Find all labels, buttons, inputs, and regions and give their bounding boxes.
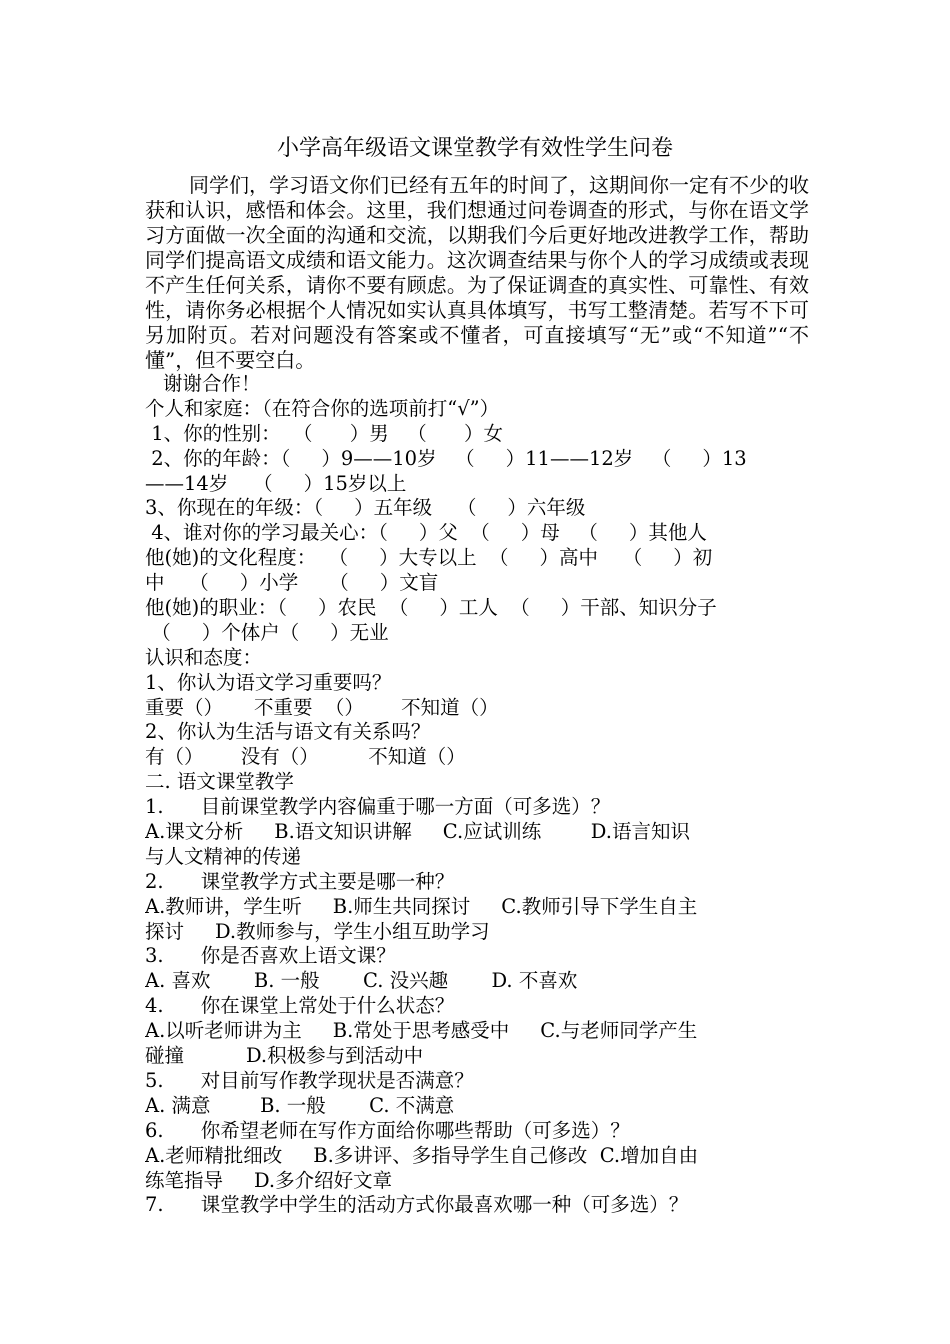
- question-grade: 3、你现在的年级：（ ）五年级 （ ）六年级: [145, 496, 586, 520]
- questionnaire-body: [145, 372, 809, 1218]
- question-5: 5. 对目前写作教学现状是否满意？: [145, 1068, 474, 1092]
- question-gender: 1、你的性别： （ ）男 （ ）女: [145, 421, 503, 445]
- question-age: 2、你的年龄：（ ）9——10岁 （ ）11——12岁 （ ）13: [145, 446, 747, 470]
- question-3: 3. 你是否喜欢上语文课？: [145, 944, 396, 968]
- question-2: 2. 课堂教学方式主要是哪一种？: [145, 869, 455, 893]
- question-4: 4. 你在课堂上常处于什么状态？: [145, 994, 455, 1018]
- section-personal-family: 个人和家庭：（在符合你的选项前打“√”）: [145, 396, 500, 420]
- question-age-cont: ——14岁 （ ）15岁以上: [145, 471, 407, 495]
- options-2-cont: 探讨 D.教师参与，学生小组互助学习: [145, 919, 490, 943]
- question-6: 6. 你希望老师在写作方面给你哪些帮助（可多选）？: [145, 1118, 630, 1142]
- options-5: A. 满意 B. 一般 C. 不满意: [145, 1093, 455, 1117]
- options-life-relation: 有（） 没有（） 不知道（）: [145, 745, 466, 769]
- options-3: A. 喜欢 B. 一般 C. 没兴趣 D. 不喜欢: [145, 969, 578, 993]
- options-6: A.老师精批细改 B.多讲评、多指导学生自己修改 C.增加自由: [145, 1143, 699, 1167]
- question-life-relation: 2、你认为生活与语文有关系吗？: [145, 720, 431, 744]
- question-importance: 1、你认为语文学习重要吗？: [145, 670, 392, 694]
- options-importance: 重要（） 不重要 （） 不知道（）: [145, 695, 499, 719]
- intro-paragraph: 同学们，学习语文你们已经有五年的时间了，这期间你一定有不少的收获和认识，感悟和体会。这里，我们想通过问卷调查的形式，与你在语文学习方面做一次全面的沟通和交流，以期我们今后更好地改进教学工作，帮助同学们提高语文成绩和语文能力。这次调查结果与你个人的学习成绩或表现不产生任何关系，请你不要有顾虑。为了保证调查的真实性、可靠性、有效性，请你务必根据个人情况如实认真具体填写，书写工整清楚。若写不下可另加附页。若对问题没有答案或不懂者，可直接填写“无”或“不知道”“不懂”，但不要空白。: [145, 173, 809, 372]
- options-2: A.教师讲，学生听 B.师生共同探讨 C.教师引导下学生自主: [145, 894, 698, 918]
- section-classroom: 二. 语文课堂教学: [145, 770, 294, 794]
- question-7: 7. 课堂教学中学生的活动方式你最喜欢哪一种（可多选）？: [145, 1193, 689, 1217]
- options-4: A.以听老师讲为主 B.常处于思考感受中 C.与老师同学产生: [145, 1019, 698, 1043]
- options-1: A.课文分析 B.语文知识讲解 C.应试训练 D.语言知识: [145, 820, 690, 844]
- question-caregiver: 4、谁对你的学习最关心：（ ）父 （ ）母 （ ）其他人: [145, 521, 707, 545]
- options-4-cont: 碰撞 D.积极参与到活动中: [145, 1044, 424, 1068]
- options-1-cont: 与人文精神的传递: [145, 844, 302, 868]
- section-attitude: 认识和态度：: [145, 645, 263, 669]
- thanks-line: 谢谢合作！: [163, 372, 261, 395]
- options-6-cont: 练笔指导 D.多介绍好文章: [145, 1168, 393, 1192]
- question-education: 他(她)的文化程度： （ ）大专以上 （ ）高中 （ ）初: [145, 546, 713, 570]
- question-occupation-cont: （ ）个体户（ ）无业: [145, 620, 389, 644]
- question-education-cont: 中 （ ）小学 （ ）文盲: [145, 571, 439, 595]
- question-1: 1. 目前课堂教学内容偏重于哪一方面（可多选）？: [145, 795, 611, 819]
- question-occupation: 他(她)的职业：（ ）农民 （ ）工人 （ ）干部、知识分子: [145, 596, 717, 620]
- page-title: 小学高年级语文课堂教学有效性学生问卷: [276, 136, 673, 161]
